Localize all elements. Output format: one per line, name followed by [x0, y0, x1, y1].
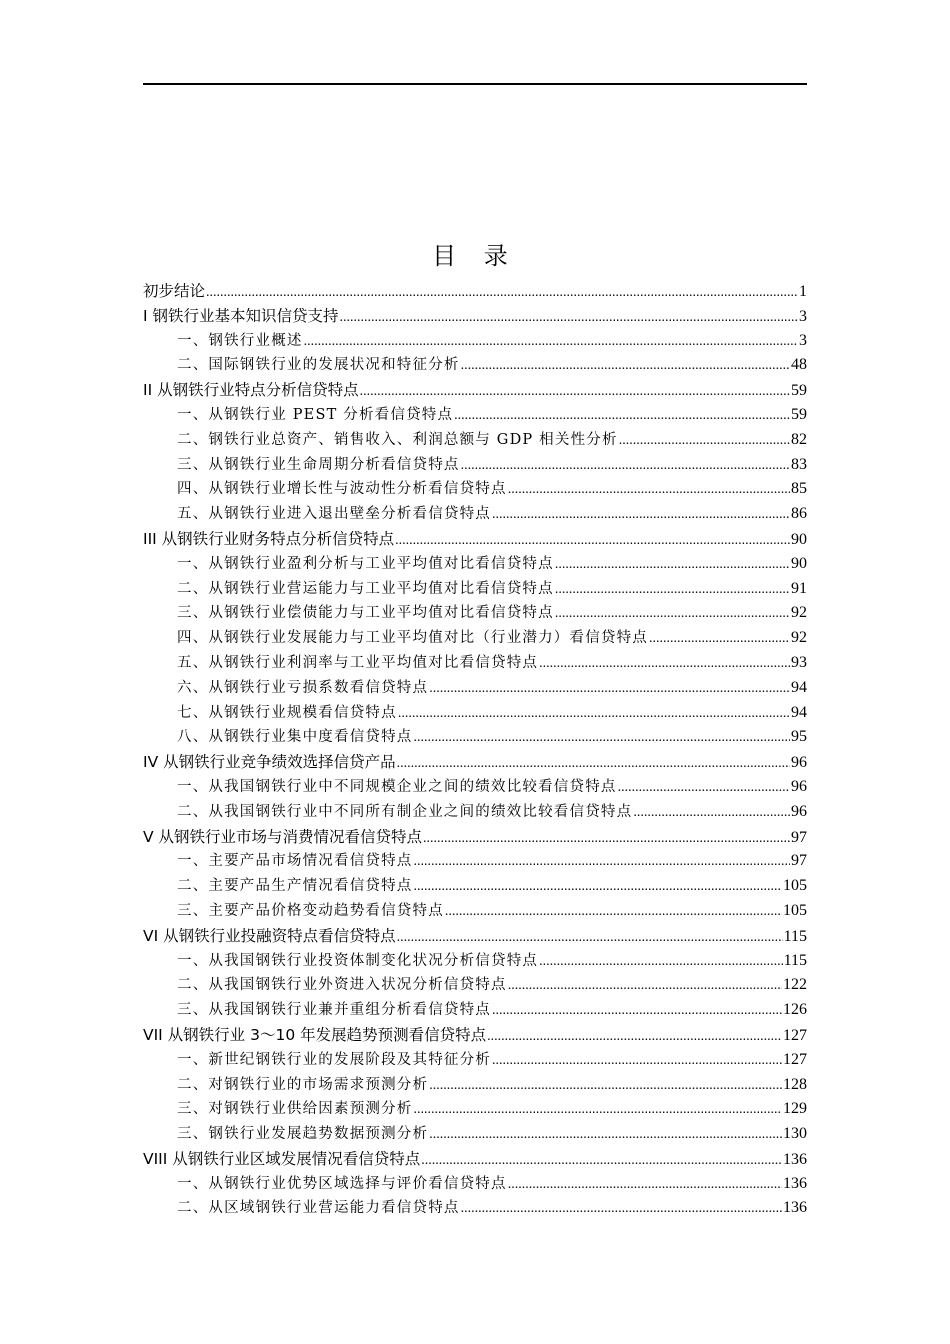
toc-entry-title: 三、钢铁行业发展趋势数据预测分析 — [177, 1126, 429, 1143]
toc-section-entry[interactable] — [143, 849, 807, 874]
toc-section-entry[interactable] — [143, 800, 807, 825]
toc-chapter-entry[interactable] — [143, 924, 807, 949]
toc-dot-leader — [340, 307, 799, 326]
toc-entry-title: 一、从钢铁行业优势区域选择与评价看信贷特点 — [177, 1175, 507, 1192]
toc-entry-title: 三、从钢铁行业偿债能力与工业平均值对比看信贷特点 — [177, 605, 554, 622]
toc-entry-title: 一、从我国钢铁行业投资体制变化状况分析信贷特点 — [177, 952, 539, 969]
toc-page-number: 127 — [783, 1026, 807, 1044]
toc-entry-title: 二、从我国钢铁行业中不同所有制企业之间的绩效比较看信贷特点 — [177, 803, 633, 820]
toc-dot-leader — [555, 581, 790, 598]
toc-entry-title: 七、从钢铁行业规模看信贷特点 — [177, 704, 397, 721]
toc-dot-leader — [454, 407, 790, 424]
toc-dot-leader — [397, 927, 783, 946]
toc-chapter-entry[interactable] — [143, 527, 807, 552]
toc-entry-title: 二、从钢铁行业营运能力与工业平均值对比看信贷特点 — [177, 580, 554, 597]
toc-entry-title: II 从钢铁行业特点分析信贷特点 — [143, 381, 359, 400]
toc-entry-title: 四、从钢铁行业增长性与波动性分析看信贷特点 — [177, 481, 507, 498]
toc-dot-leader — [429, 1077, 782, 1094]
toc-dot-leader — [508, 977, 782, 994]
toc-dot-leader — [360, 381, 790, 400]
toc-page-number: 105 — [783, 901, 807, 919]
toc-entry-title: 三、主要产品价格变动趋势看信贷特点 — [177, 902, 444, 919]
toc-dot-leader — [508, 481, 790, 498]
toc-entry-title: VII 从钢铁行业 3～10 年发展趋势预测看信贷特点 — [143, 1025, 487, 1044]
toc-page-number: 94 — [791, 703, 807, 721]
toc-entry-title: 二、对钢铁行业的市场需求预测分析 — [177, 1076, 429, 1093]
toc-page-number: 48 — [791, 356, 807, 374]
toc-entry-title: 三、对钢铁行业供给因素预测分析 — [177, 1101, 413, 1118]
toc-dot-leader — [555, 605, 790, 622]
table-of-contents — [143, 279, 807, 1221]
toc-entry-title: 一、从钢铁行业盈利分析与工业平均值对比看信贷特点 — [177, 555, 554, 572]
toc-page-number: 136 — [783, 1174, 807, 1192]
toc-page-number: 97 — [791, 828, 807, 846]
toc-entry-title: 一、钢铁行业概述 — [177, 332, 303, 349]
toc-entry-title: 一、从钢铁行业 PEST 分析看信贷特点 — [177, 406, 454, 423]
toc-section-entry[interactable] — [143, 552, 807, 577]
toc-entry-title: 二、从我国钢铁行业外资进入状况分析信贷特点 — [177, 977, 507, 994]
toc-page-number: 115 — [783, 951, 807, 969]
toc-entry-title: 二、从区域钢铁行业营运能力看信贷特点 — [177, 1200, 460, 1217]
toc-entry-title: III 从钢铁行业财务特点分析信贷特点 — [143, 529, 395, 548]
toc-section-entry[interactable] — [143, 949, 807, 974]
toc-section-entry[interactable] — [143, 676, 807, 701]
toc-entry-title: 八、从钢铁行业集中度看信贷特点 — [177, 729, 413, 746]
toc-dot-leader — [429, 1126, 782, 1143]
toc-page-number: 3 — [799, 307, 807, 325]
toc-page-number: 122 — [783, 976, 807, 994]
toc-section-entry[interactable] — [143, 502, 807, 527]
toc-page-number: 127 — [783, 1050, 807, 1068]
toc-dot-leader — [421, 1150, 782, 1169]
toc-dot-leader — [395, 530, 790, 549]
toc-section-entry[interactable] — [143, 577, 807, 602]
toc-page-number: 105 — [783, 877, 807, 895]
toc-entry-title: 五、从钢铁行业进入退出壁垒分析看信贷特点 — [177, 506, 491, 523]
header-rule — [143, 83, 807, 85]
toc-page-number: 115 — [783, 927, 807, 945]
toc-page-number: 82 — [791, 430, 807, 448]
toc-section-entry[interactable] — [143, 1196, 807, 1221]
toc-page-number: 83 — [791, 455, 807, 473]
toc-chapter-entry[interactable] — [143, 279, 807, 304]
toc-page-number: 86 — [791, 505, 807, 523]
toc-section-entry[interactable] — [143, 477, 807, 502]
toc-section-entry[interactable] — [143, 403, 807, 428]
toc-page-number: 92 — [791, 604, 807, 622]
toc-dot-leader — [492, 1002, 782, 1019]
toc-entry-title: 一、主要产品市场情况看信贷特点 — [177, 853, 413, 870]
toc-dot-leader — [423, 828, 790, 847]
toc-page-number: 136 — [783, 1199, 807, 1217]
toc-dot-leader — [619, 432, 790, 449]
toc-dot-leader — [414, 729, 791, 746]
toc-section-entry[interactable] — [143, 1048, 807, 1073]
toc-page-number: 96 — [791, 754, 807, 772]
toc-entry-title: 二、钢铁行业总资产、销售收入、利润总额与 GDP 相关性分析 — [177, 431, 618, 448]
toc-entry-title: 五、从钢铁行业利润率与工业平均值对比看信贷特点 — [177, 654, 539, 671]
toc-dot-leader — [487, 1026, 782, 1045]
toc-section-entry[interactable] — [143, 601, 807, 626]
toc-dot-leader — [492, 1052, 782, 1069]
toc-entry-title: 四、从钢铁行业发展能力与工业平均值对比（行业潜力）看信贷特点 — [177, 630, 648, 647]
toc-page-number: 129 — [783, 1100, 807, 1118]
toc-dot-leader — [397, 753, 790, 772]
toc-title: 目 录 — [432, 242, 518, 270]
toc-chapter-entry[interactable] — [143, 825, 807, 850]
toc-page-number: 3 — [799, 331, 807, 349]
toc-dot-leader — [414, 878, 783, 895]
toc-section-entry[interactable] — [143, 1097, 807, 1122]
toc-section-entry[interactable] — [143, 899, 807, 924]
toc-entry-title: V 从钢铁行业市场与消费情况看信贷特点 — [143, 827, 423, 846]
toc-dot-leader — [398, 705, 790, 722]
toc-chapter-entry[interactable] — [143, 1147, 807, 1172]
toc-dot-leader — [414, 853, 791, 870]
toc-page-number: 130 — [783, 1125, 807, 1143]
toc-dot-leader — [304, 333, 798, 350]
toc-page-number: 1 — [799, 283, 807, 300]
toc-page-number: 95 — [791, 728, 807, 746]
toc-page-number: 90 — [791, 530, 807, 548]
toc-dot-leader — [445, 903, 782, 920]
toc-section-entry[interactable] — [143, 775, 807, 800]
toc-entry-title: I 钢铁行业基本知识信贷支持 — [143, 306, 339, 325]
toc-dot-leader — [461, 457, 790, 474]
toc-entry-title: VI 从钢铁行业投融资特点看信贷特点 — [143, 926, 396, 945]
toc-page-number: 126 — [783, 1001, 807, 1019]
toc-dot-leader — [414, 1101, 783, 1118]
toc-entry-title: VIII 从钢铁行业区域发展情况看信贷特点 — [143, 1149, 421, 1168]
toc-page-number: 59 — [791, 405, 807, 423]
toc-dot-leader — [618, 779, 790, 796]
toc-section-entry[interactable] — [143, 701, 807, 726]
toc-section-entry[interactable] — [143, 353, 807, 378]
toc-chapter-entry[interactable] — [143, 304, 807, 329]
toc-entry-title: 初步结论 — [143, 282, 206, 300]
toc-page-number: 93 — [791, 653, 807, 671]
toc-dot-leader — [508, 1176, 782, 1193]
toc-page-number: 92 — [791, 629, 807, 647]
toc-page-number: 94 — [791, 678, 807, 696]
toc-chapter-entry[interactable] — [143, 1023, 807, 1048]
toc-entry-title: 六、从钢铁行业亏损系数看信贷特点 — [177, 679, 429, 696]
toc-page-number: 96 — [791, 802, 807, 820]
toc-entry-title: 一、从我国钢铁行业中不同规模企业之间的绩效比较看信贷特点 — [177, 778, 617, 795]
toc-page-number: 128 — [783, 1075, 807, 1093]
toc-dot-leader — [461, 1200, 782, 1217]
toc-section-entry[interactable] — [143, 1073, 807, 1098]
toc-entry-title: 一、新世纪钢铁行业的发展阶段及其特征分析 — [177, 1051, 491, 1068]
toc-dot-leader — [555, 556, 790, 573]
toc-page-number: 59 — [791, 382, 807, 400]
toc-chapter-entry[interactable] — [143, 378, 807, 403]
toc-section-entry[interactable] — [143, 998, 807, 1023]
toc-page-number: 97 — [791, 852, 807, 870]
toc-entry-title: 三、从我国钢铁行业兼并重组分析看信贷特点 — [177, 1002, 491, 1019]
toc-dot-leader — [539, 953, 782, 970]
toc-dot-leader — [461, 357, 790, 374]
toc-dot-leader — [539, 655, 790, 672]
toc-page-number: 90 — [791, 554, 807, 572]
toc-section-entry[interactable] — [143, 651, 807, 676]
toc-dot-leader — [429, 680, 790, 697]
toc-dot-leader — [649, 630, 790, 647]
toc-chapter-entry[interactable] — [143, 750, 807, 775]
toc-section-entry[interactable] — [143, 453, 807, 478]
toc-section-entry[interactable] — [143, 874, 807, 899]
toc-section-entry[interactable] — [143, 428, 807, 453]
toc-dot-leader — [633, 804, 790, 821]
toc-dot-leader — [206, 282, 798, 301]
toc-page-number: 96 — [791, 777, 807, 795]
toc-section-entry[interactable] — [143, 725, 807, 750]
toc-dot-leader — [492, 506, 790, 523]
toc-section-entry[interactable] — [143, 1122, 807, 1147]
toc-entry-title: 二、国际钢铁行业的发展状况和特征分析 — [177, 357, 460, 374]
toc-page-number: 91 — [791, 579, 807, 597]
toc-page-number: 85 — [791, 480, 807, 498]
toc-entry-title: IV 从钢铁行业竞争绩效选择信贷产品 — [143, 753, 396, 772]
toc-section-entry[interactable] — [143, 973, 807, 998]
toc-section-entry[interactable] — [143, 329, 807, 354]
toc-entry-title: 三、从钢铁行业生命周期分析看信贷特点 — [177, 456, 460, 473]
toc-page-number: 136 — [783, 1150, 807, 1168]
toc-entry-title: 二、主要产品生产情况看信贷特点 — [177, 878, 413, 895]
toc-section-entry[interactable] — [143, 626, 807, 651]
toc-section-entry[interactable] — [143, 1172, 807, 1197]
